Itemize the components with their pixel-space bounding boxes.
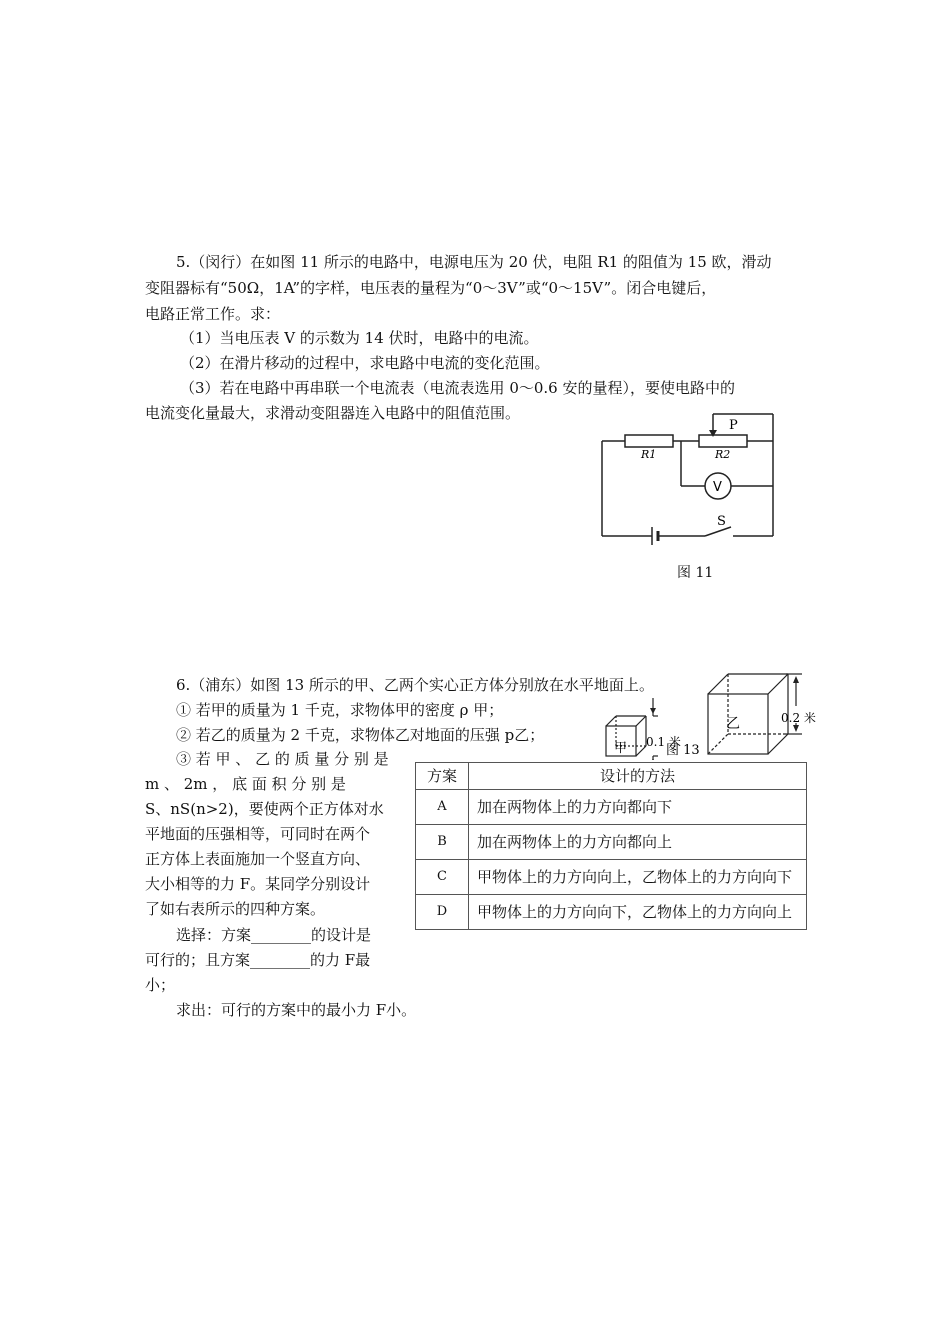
- q5-line-1: 5.（闵行）在如图 11 所示的电路中，电源电压为 20 伏，电阻 R1 的阻值为 15 欧，滑动: [176, 253, 772, 271]
- q6-find-line: 求出：可行的方案中的最小力 F小。: [176, 1001, 417, 1019]
- big-dimension-label: 0.2 米: [781, 711, 816, 725]
- q6-select-line-2: 可行的；且方案________的力 F最: [145, 951, 371, 969]
- voltmeter-label: V: [713, 480, 722, 495]
- methods-table: [415, 762, 807, 930]
- scheme-method: 甲物体上的力方向向上，乙物体上的力方向向下: [469, 860, 807, 895]
- q6-part-3-line-5: 正方体上表面施加一个竖直方向、: [145, 850, 371, 868]
- table-row: [416, 860, 807, 895]
- q5-line-2: 变阻器标有“50Ω，1A”的字样，电压表的量程为“0～3V”或“0～15V”。闭合电键后，: [145, 279, 717, 297]
- scheme-method: 加在两物体上的力方向都向上: [469, 825, 807, 860]
- table-header-row: [416, 763, 807, 790]
- q5-part-3: （3）若在电路中再串联一个电流表（电流表选用 0～0.6 安的量程），要使电路中的: [180, 379, 735, 397]
- q5-line-3: 电路正常工作。求：: [145, 305, 281, 323]
- yi-label: 乙: [726, 716, 740, 732]
- q6-part-3-line-3: S、nS(n>2)，要使两个正方体对水: [145, 800, 384, 818]
- scheme-key: B: [416, 825, 469, 860]
- q6-select-line-3: 小；: [145, 976, 176, 994]
- q6-part-3-line-2: m 、 2m ， 底 面 积 分 别 是: [145, 775, 346, 793]
- q6-part-3-line-7: 了如右表所示的四种方案。: [145, 900, 326, 918]
- scheme-method: 加在两物体上的力方向都向下: [469, 790, 807, 825]
- q6-part-1: ① 若甲的质量为 1 千克，求物体甲的密度 ρ 甲；: [176, 701, 504, 719]
- q6-part-3-line-1: ③ 若 甲 、 乙 的 质 量 分 别 是: [176, 750, 389, 768]
- q6-select-line-1: 选择：方案________的设计是: [176, 926, 372, 944]
- slider-p-label: P: [729, 418, 738, 433]
- q6-intro: 6.（浦东）如图 13 所示的甲、乙两个实心正方体分别放在水平地面上。: [176, 676, 654, 694]
- table-row: [416, 825, 807, 860]
- jia-label: 甲: [614, 741, 628, 756]
- q6-part-3-line-6: 大小相等的力 F。某同学分别设计: [145, 875, 371, 893]
- cubes-figure: [598, 668, 830, 760]
- scheme-key: D: [416, 895, 469, 930]
- switch-label: S: [717, 514, 726, 529]
- q6-part-2: ② 若乙的质量为 2 千克，求物体乙对地面的压强 p乙；: [176, 726, 545, 744]
- header-method: 设计的方法: [469, 763, 807, 790]
- figure-13-caption: 图 13: [666, 743, 700, 758]
- r1-label: R1: [641, 448, 657, 461]
- q5-line-7: 电流变化量最大，求滑动变阻器连入电路中的阻值范围。: [145, 404, 521, 422]
- q5-part-1: （1）当电压表 V 的示数为 14 伏时，电路中的电流。: [180, 329, 539, 347]
- small-dimension-label: 0.1 米: [646, 735, 681, 749]
- q5-part-2: （2）在滑片移动的过程中，求电路中电流的变化范围。: [180, 354, 550, 372]
- scheme-key: C: [416, 860, 469, 895]
- header-scheme: 方案: [416, 763, 469, 790]
- q6-part-3-line-4: 平地面的压强相等，可同时在两个: [145, 825, 371, 843]
- table-row: [416, 895, 807, 930]
- figure-11-caption: 图 11: [677, 565, 714, 581]
- table-row: [416, 790, 807, 825]
- circuit-diagram: [595, 408, 785, 548]
- scheme-key: A: [416, 790, 469, 825]
- r2-label: R2: [715, 448, 731, 461]
- scheme-method: 甲物体上的力方向向下，乙物体上的力方向向上: [469, 895, 807, 930]
